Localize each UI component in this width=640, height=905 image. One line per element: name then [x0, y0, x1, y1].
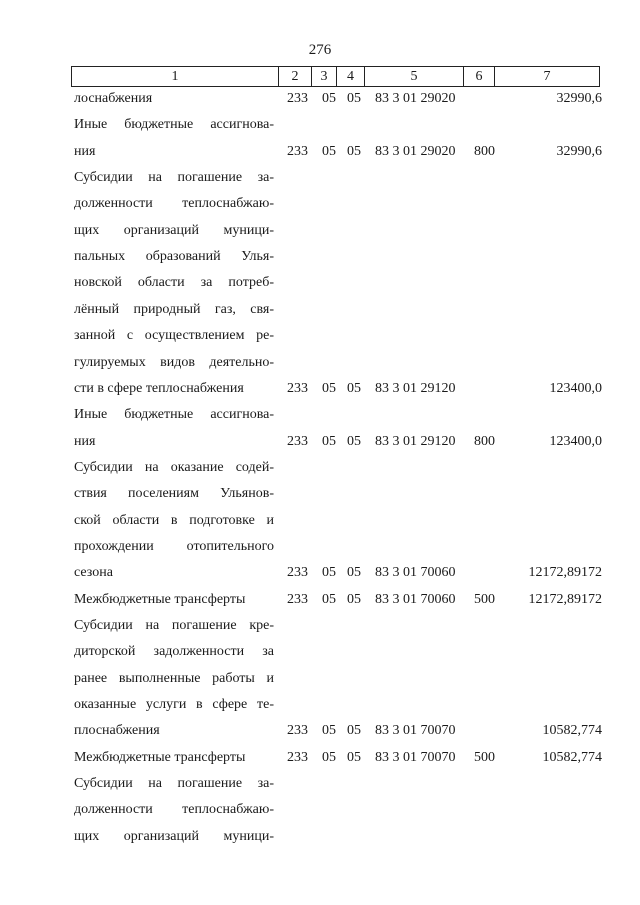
row-description: Иные бюджетные ассигнова-	[74, 117, 274, 133]
header-col-5: 5	[365, 67, 464, 86]
row-cell-c4: 05	[347, 143, 361, 159]
row-cell-c7: 123400,0	[549, 380, 602, 396]
row-cell-c6: 500	[474, 749, 495, 765]
row-cell-c3: 05	[322, 591, 336, 607]
row-description: диторской задолженности за	[74, 644, 274, 660]
table-row	[0, 432, 640, 452]
row-cell-c4: 05	[347, 565, 361, 581]
row-description: долженности теплоснабжаю-	[74, 802, 274, 818]
row-cell-c3: 05	[322, 380, 336, 396]
header-col-6: 6	[464, 67, 495, 86]
header-col-3: 3	[312, 67, 337, 86]
row-cell-c2: 233	[287, 749, 308, 765]
row-description: Субсидии на оказание содей-	[74, 459, 274, 475]
table-row	[0, 273, 640, 293]
row-cell-c3: 05	[322, 91, 336, 106]
row-cell-c5: 83 3 01 29120	[375, 380, 456, 396]
row-cell-c7: 10582,774	[542, 723, 602, 739]
table-row	[0, 616, 640, 636]
row-cell-c5: 83 3 01 29020	[375, 143, 456, 159]
table-row	[0, 405, 640, 425]
table-row	[0, 721, 640, 741]
header-col-2: 2	[279, 67, 312, 86]
row-description: занной с осуществлением ре-	[74, 328, 274, 344]
row-cell-c4: 05	[347, 433, 361, 449]
table-row	[0, 484, 640, 504]
row-description: прохождении отопительного	[74, 538, 274, 554]
row-description: оказанные услуги в сфере те-	[74, 697, 274, 713]
row-cell-c3: 05	[322, 723, 336, 739]
row-cell-c7: 32990,6	[556, 91, 602, 106]
row-cell-c2: 233	[287, 723, 308, 739]
row-description: сти в сфере теплоснабжения	[74, 380, 244, 396]
row-cell-c5: 83 3 01 70060	[375, 591, 456, 607]
table-row	[0, 142, 640, 162]
row-cell-c7: 32990,6	[556, 143, 602, 159]
row-cell-c5: 83 3 01 29020	[375, 91, 456, 106]
row-cell-c2: 233	[287, 591, 308, 607]
row-cell-c5: 83 3 01 70070	[375, 723, 456, 739]
table-row	[0, 89, 640, 109]
row-cell-c2: 233	[287, 91, 308, 106]
row-cell-c4: 05	[347, 91, 361, 106]
table-row	[0, 168, 640, 188]
table-row	[0, 695, 640, 715]
table-row	[0, 800, 640, 820]
row-description: Субсидии на погашение кре-	[74, 618, 274, 633]
row-cell-c5: 83 3 01 70060	[375, 565, 456, 581]
row-description: лённый природный газ, свя-	[74, 301, 274, 317]
row-cell-c2: 233	[287, 565, 308, 581]
row-cell-c5: 83 3 01 70070	[375, 749, 456, 765]
row-description: долженности теплоснабжаю-	[74, 196, 274, 212]
row-cell-c5: 83 3 01 29120	[375, 433, 456, 449]
table-row	[0, 115, 640, 135]
row-description: ствия поселениям Ульянов-	[74, 486, 274, 502]
table-row	[0, 379, 640, 399]
row-cell-c7: 12172,89172	[528, 565, 602, 581]
header-col-7: 7	[495, 67, 600, 86]
row-description: гулируемых видов деятельно-	[74, 354, 274, 370]
row-cell-c6: 800	[474, 433, 495, 449]
row-cell-c2: 233	[287, 143, 308, 159]
row-description: ской области в подготовке и	[74, 512, 274, 528]
row-cell-c4: 05	[347, 749, 361, 765]
row-description: Иные бюджетные ассигнова-	[74, 407, 274, 423]
row-cell-c4: 05	[347, 380, 361, 396]
row-description: ния	[74, 433, 96, 449]
table-row	[0, 669, 640, 689]
table-row	[0, 590, 640, 610]
table-row	[0, 221, 640, 241]
row-description: сезона	[74, 565, 113, 581]
table-row	[0, 353, 640, 373]
table-row	[0, 300, 640, 320]
row-description: ния	[74, 143, 96, 159]
table-row	[0, 247, 640, 267]
table-row	[0, 537, 640, 557]
row-cell-c6: 500	[474, 591, 495, 607]
table-row	[0, 194, 640, 214]
table-header	[71, 66, 600, 87]
row-cell-c3: 05	[322, 749, 336, 765]
row-description: Межбюджетные трансферты	[74, 749, 246, 765]
row-cell-c2: 233	[287, 433, 308, 449]
page-number: 276	[308, 42, 332, 58]
header-col-1: 1	[72, 67, 279, 86]
table-row	[0, 326, 640, 346]
row-cell-c2: 233	[287, 380, 308, 396]
row-cell-c4: 05	[347, 591, 361, 607]
row-description: Субсидии на погашение за-	[74, 170, 274, 186]
row-description: плоснабжения	[74, 723, 160, 739]
table-row	[0, 563, 640, 583]
row-cell-c3: 05	[322, 143, 336, 159]
row-description: щих организаций муници-	[74, 222, 274, 238]
row-cell-c7: 123400,0	[549, 433, 602, 449]
table-row	[0, 642, 640, 662]
row-description: ранее выполненные работы и	[74, 670, 274, 686]
row-description: Межбюджетные трансферты	[74, 591, 246, 607]
table-row	[0, 827, 640, 847]
table-row	[0, 774, 640, 794]
row-description: пальных образований Улья-	[74, 249, 274, 265]
row-cell-c7: 10582,774	[542, 749, 602, 765]
row-cell-c3: 05	[322, 565, 336, 581]
row-description: лоснабжения	[74, 91, 153, 106]
row-description: Субсидии на погашение за-	[74, 776, 274, 792]
row-description: новской области за потреб-	[74, 275, 274, 291]
header-col-4: 4	[337, 67, 365, 86]
table-row	[0, 458, 640, 478]
row-cell-c7: 12172,89172	[528, 591, 602, 607]
row-cell-c4: 05	[347, 723, 361, 739]
row-cell-c3: 05	[322, 433, 336, 449]
row-cell-c6: 800	[474, 143, 495, 159]
table-row	[0, 748, 640, 768]
table-row	[0, 511, 640, 531]
row-description: щих организаций муници-	[74, 828, 274, 844]
